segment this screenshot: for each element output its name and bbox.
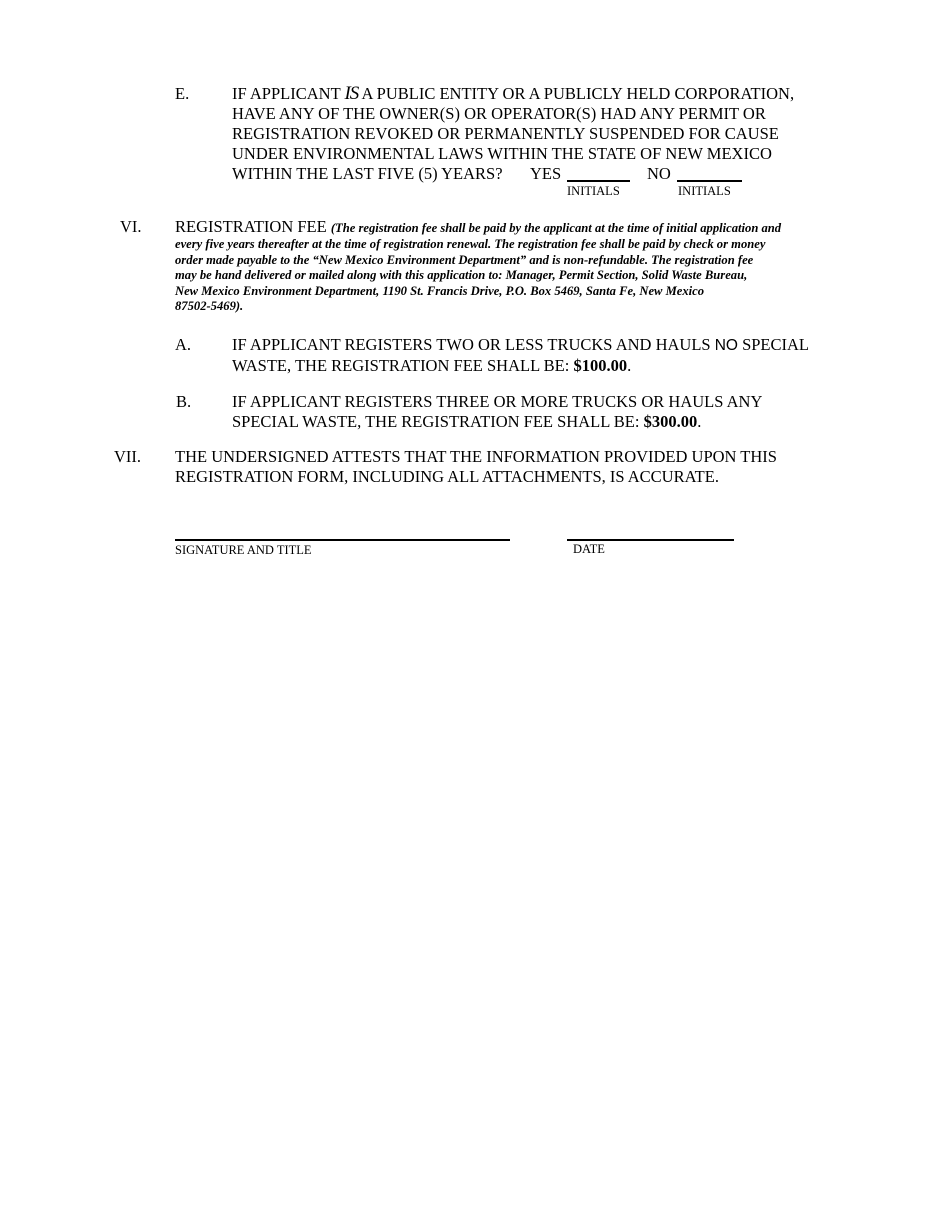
item-e-line-4: UNDER ENVIRONMENTAL LAWS WITHIN THE STATE OF NEW MEXICO — [232, 144, 772, 163]
item-e-line-5: WITHIN THE LAST FIVE (5) YEARS? — [232, 164, 503, 183]
yes-initials-field[interactable] — [567, 180, 630, 182]
fee-note-line-1: (The registration fee shall be paid by the applicant at the time of initial application and — [330, 221, 782, 235]
date-label: DATE — [573, 542, 605, 556]
item-a-letter: A. — [175, 335, 192, 354]
section-vi-body — [175, 217, 855, 315]
no-label: NO — [647, 164, 671, 183]
signature-label: SIGNATURE AND TITLE — [175, 543, 312, 557]
item-b-line-1: IF APPLICANT REGISTERS THREE OR MORE TRUCKS OR HAULS ANY — [232, 392, 763, 411]
section-vii-line-1: THE UNDERSIGNED ATTESTS THAT THE INFORMATION PROVIDED UPON THIS — [175, 447, 777, 466]
fee-note-line-6: 87502-5469). — [175, 299, 244, 314]
item-e-line-1: IF APPLICANT IS A PUBLIC ENTITY OR A PUBLICLY HELD CORPORATION, — [232, 83, 795, 104]
section-vii-numeral: VII. — [114, 447, 142, 466]
yes-initials-label: INITIALS — [567, 184, 620, 198]
fee-note-line-5: New Mexico Environment Department, 1190 St. Francis Drive, P.O. Box 5469, Santa Fe, New Mexico — [175, 283, 705, 298]
fee-amount-a: $100.00 — [573, 356, 628, 375]
fee-note-line-4: may be hand delivered or mailed along with this application to: Manager, Permit Section, Solid Waste Bureau, — [175, 268, 748, 283]
section-vi-title: REGISTRATION FEE — [175, 217, 331, 236]
date-field[interactable] — [567, 539, 734, 541]
signature-field[interactable] — [175, 539, 510, 541]
item-a-line-1: IF APPLICANT REGISTERS TWO OR LESS TRUCKS AND HAULS NO SPECIAL — [232, 335, 810, 354]
fee-note-line-2: every five years thereafter at the time of registration renewal. The registration fee shall be paid by check or money — [175, 237, 766, 251]
no-initials-field[interactable] — [677, 180, 742, 182]
emphasis-is: IS — [344, 83, 359, 104]
section-vi-numeral: VI. — [120, 217, 142, 236]
yes-label: YES — [530, 164, 562, 183]
item-e-letter: E. — [175, 84, 190, 103]
item-a-line-2: WASTE, THE REGISTRATION FEE SHALL BE: $100.00. — [232, 356, 632, 375]
section-vii-text — [175, 447, 875, 487]
item-b-line-2: SPECIAL WASTE, THE REGISTRATION FEE SHALL BE: $300.00. — [232, 412, 702, 431]
fee-note-line-3: order made payable to the “New Mexico Environment Department” and is non-refundable. The registration fee — [175, 252, 754, 267]
section-vii-line-2: REGISTRATION FORM, INCLUDING ALL ATTACHMENTS, IS ACCURATE. — [175, 467, 719, 486]
section-vi-first-line — [175, 217, 855, 237]
item-a-text — [232, 335, 872, 376]
emphasis-no: NO — [714, 337, 738, 354]
item-e-line-2: HAVE ANY OF THE OWNER(S) OR OPERATOR(S) HAD ANY PERMIT OR — [232, 104, 766, 123]
item-e-line-3: REGISTRATION REVOKED OR PERMANENTLY SUSPENDED FOR CAUSE — [232, 124, 779, 143]
fee-amount-b: $300.00 — [643, 412, 698, 431]
item-b-letter: B. — [176, 392, 192, 411]
no-initials-label: INITIALS — [678, 184, 731, 198]
item-b-text — [232, 392, 872, 432]
